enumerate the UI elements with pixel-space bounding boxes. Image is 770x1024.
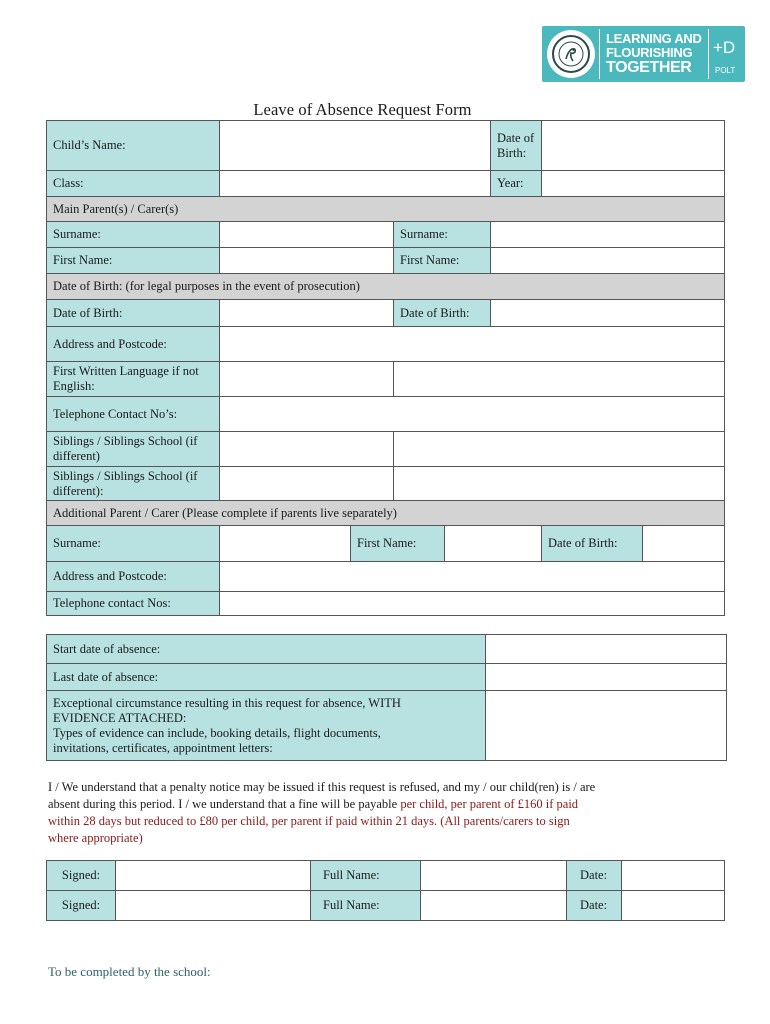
declaration-paragraph	[48, 779, 728, 847]
logo-line-3: TOGETHER	[606, 59, 692, 76]
siblings-school-input-2b[interactable]	[394, 467, 725, 501]
start-date-input[interactable]	[486, 635, 727, 664]
additional-parent-surname-label: Surname:	[47, 526, 220, 562]
logo-mark: +D	[713, 38, 736, 57]
year-input[interactable]	[542, 171, 725, 197]
declaration-line-2-black: absent during this period. I / we understand that a fine will be payable	[48, 797, 401, 811]
additional-parent-telephone-label: Telephone contact Nos:	[47, 592, 220, 616]
signature-input-2[interactable]	[116, 891, 311, 921]
last-date-label: Last date of absence:	[47, 664, 486, 691]
additional-parent-surname-input[interactable]	[220, 526, 351, 562]
main-parent-dob-label-1: Date of Birth:	[47, 300, 220, 327]
exceptional-line-2: EVIDENCE ATTACHED:	[53, 710, 187, 725]
date-input-2[interactable]	[622, 891, 725, 921]
last-date-input[interactable]	[486, 664, 727, 691]
signature-input-1[interactable]	[116, 861, 311, 891]
main-parent-dob-input-2[interactable]	[491, 300, 725, 327]
main-parent-first-name-label-1: First Name:	[47, 248, 220, 274]
signatures-table	[46, 860, 725, 921]
additional-parent-first-name-input[interactable]	[445, 526, 542, 562]
bird-emblem-icon	[554, 37, 588, 71]
additional-parent-section-heading: Additional Parent / Carer (Please complete if parents live separately)	[47, 501, 725, 526]
additional-parent-dob-input[interactable]	[643, 526, 725, 562]
signed-label-1: Signed:	[47, 861, 116, 891]
exceptional-line-1: Exceptional circumstance resulting in this request for absence, WITH	[53, 695, 401, 710]
main-parent-first-name-label-2: First Name:	[394, 248, 491, 274]
main-parent-dob-heading: Date of Birth: (for legal purposes in the event of prosecution)	[47, 274, 725, 300]
main-parent-section-heading: Main Parent(s) / Carer(s)	[47, 197, 725, 222]
date-input-1[interactable]	[622, 861, 725, 891]
declaration-line-2	[48, 796, 728, 813]
main-parent-surname-label-2: Surname:	[394, 222, 491, 248]
childs-name-input[interactable]	[220, 121, 491, 171]
declaration-line-3: within 28 days but reduced to £80 per child, per parent if paid within 21 days. (All parents/carers to sign	[48, 814, 570, 828]
date-label-1: Date:	[567, 861, 622, 891]
logo-sub: POLT	[715, 66, 736, 75]
child-dob-label: Date of Birth:	[491, 121, 542, 171]
address-postcode-label: Address and Postcode:	[47, 327, 220, 362]
full-name-label-1: Full Name:	[311, 861, 421, 891]
logo-line-2: FLOURISHING	[606, 45, 693, 60]
childs-name-label: Child’s Name:	[47, 121, 220, 171]
exceptional-line-4: invitations, certificates, appointment letters:	[53, 740, 273, 755]
exceptional-circumstance-label	[47, 691, 486, 761]
class-label: Class:	[47, 171, 220, 197]
siblings-school-input-2a[interactable]	[220, 467, 394, 501]
full-name-input-2[interactable]	[421, 891, 567, 921]
main-parent-first-name-input-1[interactable]	[220, 248, 394, 274]
school-use-heading: To be completed by the school:	[48, 964, 211, 979]
child-dob-input[interactable]	[542, 121, 725, 171]
main-parent-dob-label-2: Date of Birth:	[394, 300, 491, 327]
telephone-contact-input[interactable]	[220, 397, 725, 432]
main-parent-surname-input-1[interactable]	[220, 222, 394, 248]
full-name-label-2: Full Name:	[311, 891, 421, 921]
exceptional-circumstance-input[interactable]	[486, 691, 727, 761]
declaration-line-4: where appropriate)	[48, 831, 143, 845]
school-logo	[542, 26, 745, 82]
additional-parent-address-input[interactable]	[220, 562, 725, 592]
date-label-2: Date:	[567, 891, 622, 921]
address-postcode-input[interactable]	[220, 327, 725, 362]
page-title: Leave of Absence Request Form	[253, 100, 472, 119]
main-parent-first-name-input-2[interactable]	[491, 248, 725, 274]
full-name-input-1[interactable]	[421, 861, 567, 891]
telephone-contact-label: Telephone Contact No’s:	[47, 397, 220, 432]
year-label: Year:	[491, 171, 542, 197]
first-language-label: First Written Language if not English:	[47, 362, 220, 397]
additional-parent-address-label: Address and Postcode:	[47, 562, 220, 592]
first-language-input-1[interactable]	[220, 362, 394, 397]
signed-label-2: Signed:	[47, 891, 116, 921]
additional-parent-dob-label: Date of Birth:	[542, 526, 643, 562]
declaration-line-2-red: per child, per parent of £160 if paid	[400, 797, 579, 811]
additional-parent-telephone-input[interactable]	[220, 592, 725, 616]
main-parent-surname-label-1: Surname:	[47, 222, 220, 248]
logo-line-1: LEARNING AND	[606, 31, 702, 46]
siblings-school-input-1b[interactable]	[394, 432, 725, 467]
absence-details-table	[46, 634, 727, 761]
start-date-label: Start date of absence:	[47, 635, 486, 664]
school-crest-icon	[547, 30, 595, 78]
main-parent-surname-input-2[interactable]	[491, 222, 725, 248]
class-input[interactable]	[220, 171, 491, 197]
main-parent-dob-input-1[interactable]	[220, 300, 394, 327]
siblings-school-label-1: Siblings / Siblings School (if different)	[47, 432, 220, 467]
first-language-input-2[interactable]	[394, 362, 725, 397]
siblings-school-label-2: Siblings / Siblings School (if different):	[47, 467, 220, 501]
exceptional-line-3: Types of evidence can include, booking details, flight documents,	[53, 725, 381, 740]
declaration-line-1: I / We understand that a penalty notice may be issued if this request is refused, and my / our child(ren) is / are	[48, 780, 596, 794]
child-parent-details-table	[46, 120, 725, 616]
additional-parent-first-name-label: First Name:	[351, 526, 445, 562]
siblings-school-input-1a[interactable]	[220, 432, 394, 467]
